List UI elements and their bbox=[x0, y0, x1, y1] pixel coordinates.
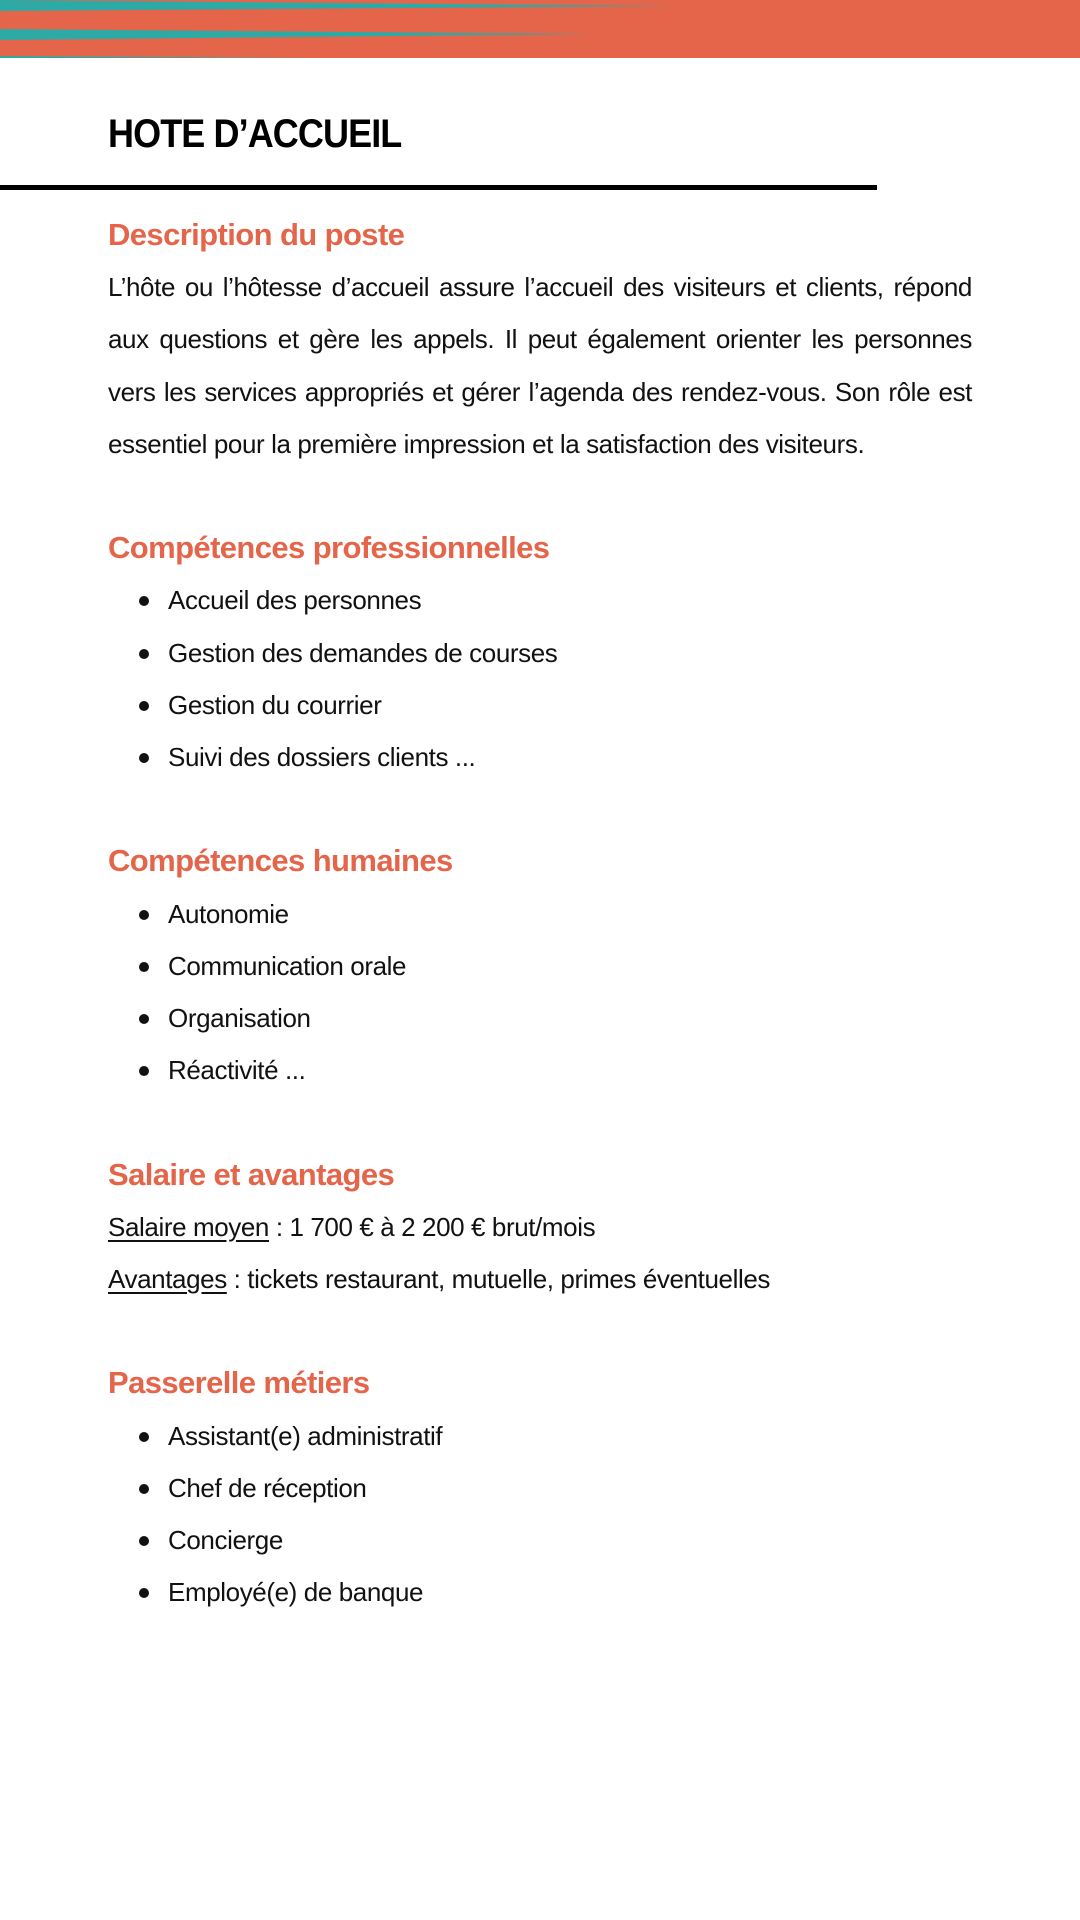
list-item: Chef de réception bbox=[108, 1462, 972, 1514]
section-heading: Salaire et avantages bbox=[108, 1156, 395, 1192]
list-item: Gestion du courrier bbox=[108, 679, 972, 731]
list-item: Suivi des dossiers clients ... bbox=[108, 731, 972, 783]
list-item: Assistant(e) administratif bbox=[108, 1410, 972, 1462]
section-heading: Compétences humaines bbox=[108, 843, 453, 879]
header-banner bbox=[0, 0, 1080, 58]
salary-value: : 1 700 € à 2 200 € brut/mois bbox=[269, 1211, 596, 1242]
section-pro-skills bbox=[108, 522, 972, 783]
section-heading: Description du poste bbox=[108, 217, 405, 252]
description-text: L’hôte ou l’hôtesse d’accueil assure l’accueil des visiteurs et clients, répond aux questions et gère les appels. Il peut également orienter les personnes vers les services appropriés et gérer l’agenda des rendez-vous. Son rôle est essentiel pour la première impression et la satisfaction des visiteurs. bbox=[108, 272, 972, 459]
list-item: Gestion des demandes de courses bbox=[108, 627, 972, 679]
page-title: HOTE D’ACCUEIL bbox=[108, 112, 402, 156]
section-heading: Compétences professionnelles bbox=[108, 530, 550, 566]
list-item: Employé(e) de banque bbox=[108, 1566, 972, 1618]
section-description bbox=[108, 209, 972, 470]
benefits-label: Avantages bbox=[108, 1264, 227, 1295]
salary-label: Salaire moyen bbox=[108, 1211, 269, 1242]
title-divider bbox=[0, 185, 877, 190]
section-human-skills bbox=[108, 835, 972, 1096]
list-item: Autonomie bbox=[108, 888, 972, 940]
benefits-line bbox=[108, 1253, 972, 1305]
list-item: Accueil des personnes bbox=[108, 574, 972, 626]
list-item: Communication orale bbox=[108, 940, 972, 992]
list-item: Concierge bbox=[108, 1514, 972, 1566]
benefits-value: : tickets restaurant, mutuelle, primes éventuelles bbox=[226, 1264, 770, 1295]
list-item: Réactivité ... bbox=[108, 1044, 972, 1096]
salary-line bbox=[108, 1201, 972, 1253]
list-item: Organisation bbox=[108, 992, 972, 1044]
section-bridges bbox=[108, 1357, 972, 1618]
section-heading: Passerelle métiers bbox=[108, 1365, 370, 1401]
job-content bbox=[108, 209, 972, 1618]
section-salary bbox=[108, 1149, 972, 1306]
